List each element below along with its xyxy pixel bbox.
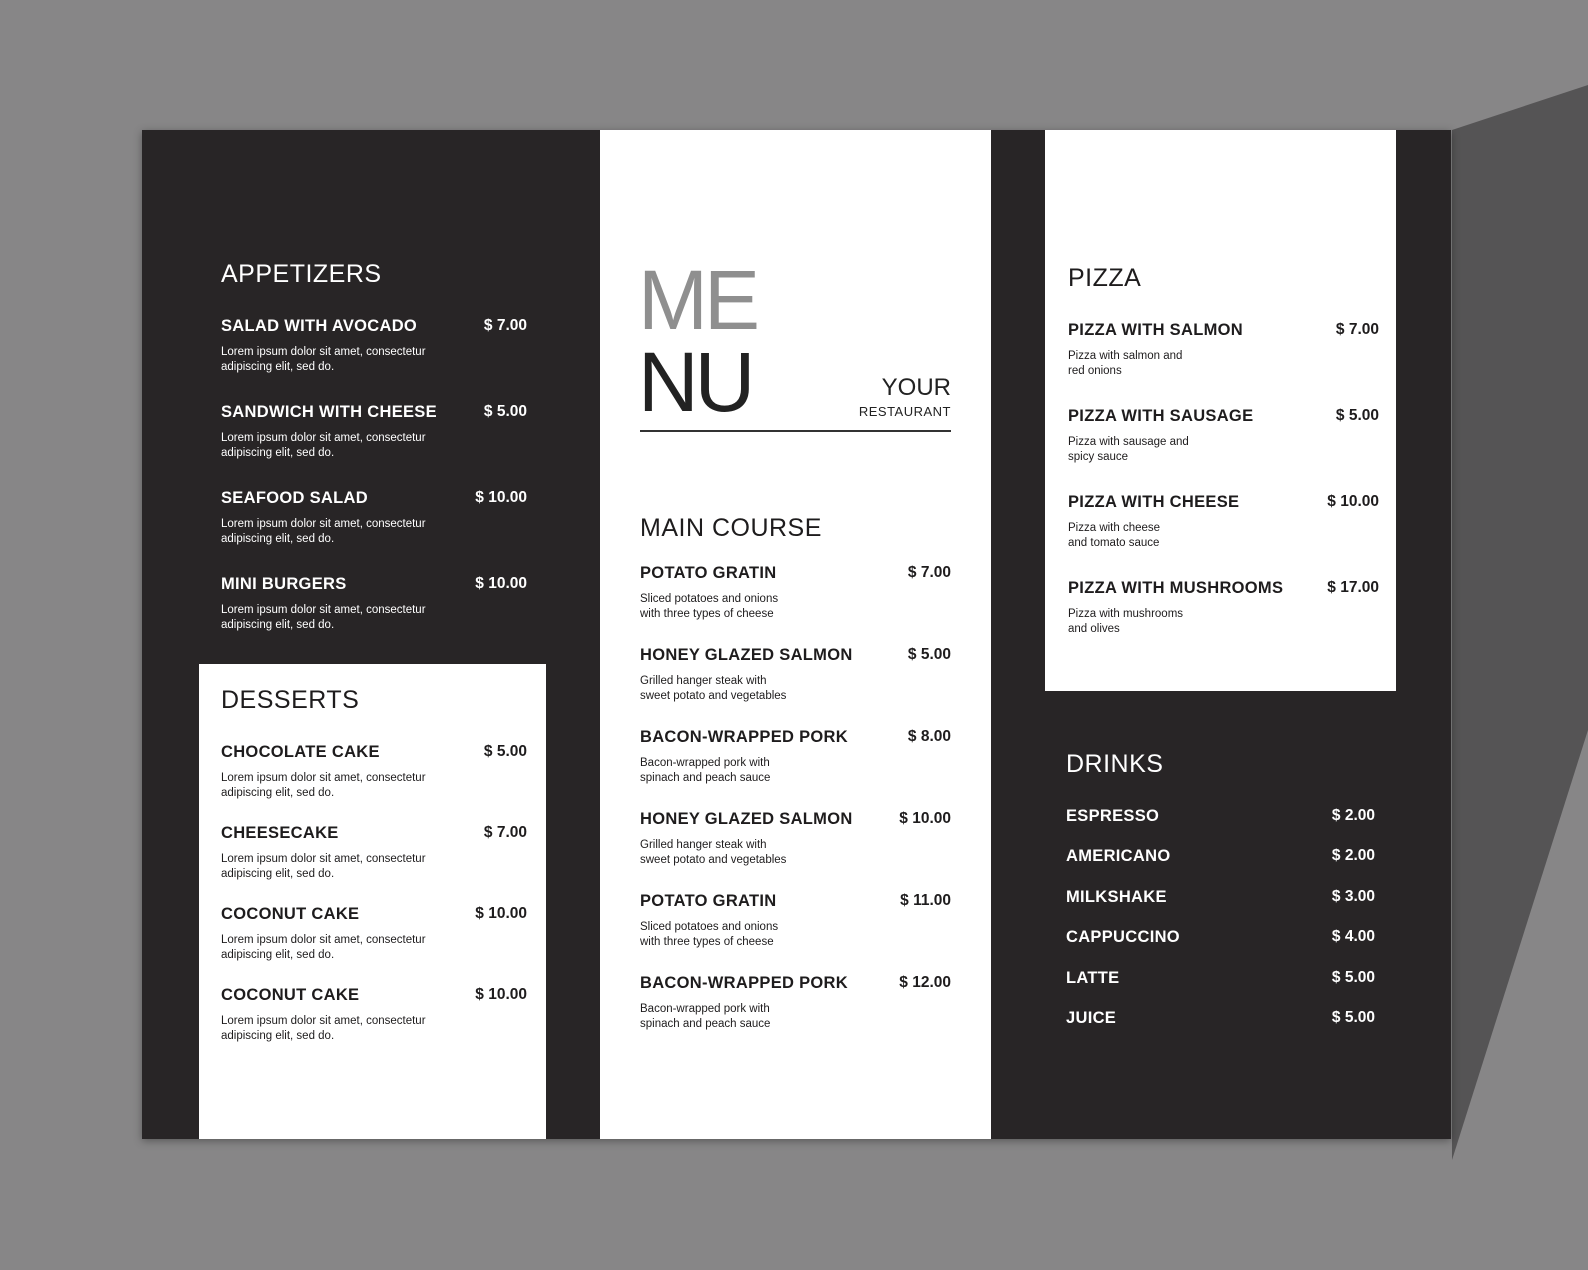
item-price: $ 17.00 <box>1327 579 1379 596</box>
main-course-panel <box>600 130 991 1139</box>
item-name: BACON-WRAPPED PORK <box>640 728 848 746</box>
drink-item <box>1066 928 1375 952</box>
item-description <box>1068 521 1298 551</box>
menu-sheet <box>142 130 1451 1139</box>
item-price: $ 12.00 <box>899 974 951 991</box>
item-name: CHOCOLATE CAKE <box>221 743 380 761</box>
item-description <box>640 1002 870 1032</box>
item-description-line: red onions <box>1068 365 1122 377</box>
item-description-line: spinach and peach sauce <box>640 1018 771 1030</box>
drinks-title: DRINKS <box>1066 750 1164 778</box>
item-price: $ 5.00 <box>907 646 951 663</box>
item-name: LATTE <box>1066 969 1120 987</box>
drink-item <box>1066 1009 1375 1033</box>
item-description <box>640 838 870 868</box>
item-name: CHEESECAKE <box>221 824 339 842</box>
drink-item <box>1066 807 1375 831</box>
item-price: $ 7.00 <box>907 564 951 581</box>
item-description <box>640 756 870 786</box>
item-description <box>1068 349 1298 379</box>
menu-title-bottom: NU <box>638 335 752 429</box>
item-name: MINI BURGERS <box>221 575 347 593</box>
header-divider <box>640 430 951 432</box>
item-description-line: Pizza with mushrooms <box>1068 608 1184 620</box>
item-description-line: Grilled hanger steak with <box>640 839 767 851</box>
item-description-line: with three types of cheese <box>640 608 774 620</box>
item-description-line: sweet potato and vegetables <box>640 854 787 866</box>
item-description-line: Sliced potatoes and onions <box>640 593 779 605</box>
item-description-line: and olives <box>1068 623 1120 635</box>
item-description <box>1068 607 1298 637</box>
item-name: PIZZA WITH SAUSAGE <box>1068 407 1254 425</box>
item-price: $ 10.00 <box>899 810 951 827</box>
item-price: $ 10.00 <box>475 986 527 1003</box>
item-name: AMERICANO <box>1066 847 1171 865</box>
item-price: $ 10.00 <box>475 575 527 592</box>
item-name: CAPPUCCINO <box>1066 928 1180 946</box>
item-price: $ 10.00 <box>1327 493 1379 510</box>
item-name: JUICE <box>1066 1009 1117 1027</box>
item-description: Lorem ipsum dolor sit amet, consectetur adipiscing elit, sed do. <box>221 518 426 545</box>
item-description-line: spinach and peach sauce <box>640 772 771 784</box>
item-description: Lorem ipsum dolor sit amet, consectetur adipiscing elit, sed do. <box>221 1015 426 1042</box>
item-price: $ 4.00 <box>1331 928 1375 945</box>
your-label: YOUR <box>881 374 951 401</box>
item-description: Lorem ipsum dolor sit amet, consectetur adipiscing elit, sed do. <box>221 853 426 880</box>
item-price: $ 3.00 <box>1331 888 1375 905</box>
item-name: PIZZA WITH MUSHROOMS <box>1068 579 1284 597</box>
item-price: $ 10.00 <box>475 489 527 506</box>
item-description: Lorem ipsum dolor sit amet, consectetur adipiscing elit, sed do. <box>221 346 426 373</box>
item-description <box>640 920 870 950</box>
item-description: Lorem ipsum dolor sit amet, consectetur adipiscing elit, sed do. <box>221 432 426 459</box>
item-description-line: with three types of cheese <box>640 936 774 948</box>
item-price: $ 5.00 <box>1331 969 1375 986</box>
item-description-line: Sliced potatoes and onions <box>640 921 779 933</box>
item-name: POTATO GRATIN <box>640 892 777 910</box>
item-price: $ 5.00 <box>1331 1009 1375 1026</box>
restaurant-label: RESTAURANT <box>858 404 951 419</box>
item-name: HONEY GLAZED SALMON <box>640 646 853 664</box>
item-name: PIZZA WITH SALMON <box>1068 321 1243 339</box>
drink-item <box>1066 847 1375 871</box>
main-course-title: MAIN COURSE <box>640 514 822 542</box>
item-price: $ 10.00 <box>475 905 527 922</box>
item-description-line: Pizza with cheese <box>1068 522 1161 534</box>
item-description <box>1068 435 1298 465</box>
drink-item <box>1066 888 1375 912</box>
item-name: SALAD WITH AVOCADO <box>221 317 418 335</box>
menu-title-top: ME <box>638 253 756 347</box>
item-description <box>640 674 870 704</box>
item-price: $ 5.00 <box>1335 407 1379 424</box>
item-price: $ 7.00 <box>483 824 527 841</box>
item-price: $ 8.00 <box>907 728 951 745</box>
item-description: Lorem ipsum dolor sit amet, consectetur adipiscing elit, sed do. <box>221 772 426 799</box>
page-shadow <box>1452 85 1588 1160</box>
item-description-line: sweet potato and vegetables <box>640 690 787 702</box>
desserts-panel <box>199 664 546 1139</box>
item-price: $ 5.00 <box>483 743 527 760</box>
item-description-line: Bacon-wrapped pork with <box>640 1003 770 1015</box>
pizza-panel <box>1045 130 1396 691</box>
item-name: SEAFOOD SALAD <box>221 489 368 507</box>
appetizers-title: APPETIZERS <box>221 260 382 288</box>
item-description-line: Pizza with salmon and <box>1068 350 1183 362</box>
item-name: PIZZA WITH CHEESE <box>1068 493 1240 511</box>
item-price: $ 7.00 <box>483 317 527 334</box>
item-description: Lorem ipsum dolor sit amet, consectetur adipiscing elit, sed do. <box>221 934 426 961</box>
item-name: ESPRESSO <box>1066 807 1160 825</box>
item-name: POTATO GRATIN <box>640 564 777 582</box>
item-description-line: Grilled hanger steak with <box>640 675 767 687</box>
pizza-title: PIZZA <box>1068 264 1142 292</box>
item-name: COCONUT CAKE <box>221 986 360 1004</box>
item-description-line: Bacon-wrapped pork with <box>640 757 770 769</box>
item-description: Lorem ipsum dolor sit amet, consectetur adipiscing elit, sed do. <box>221 604 426 631</box>
item-name: MILKSHAKE <box>1066 888 1167 906</box>
item-description-line: and tomato sauce <box>1068 537 1160 549</box>
item-description <box>640 592 870 622</box>
item-price: $ 2.00 <box>1331 807 1375 824</box>
item-price: $ 7.00 <box>1335 321 1379 338</box>
item-name: SANDWICH WITH CHEESE <box>221 403 437 421</box>
item-name: COCONUT CAKE <box>221 905 360 923</box>
desserts-title: DESSERTS <box>221 686 360 714</box>
item-price: $ 11.00 <box>900 892 951 909</box>
item-name: BACON-WRAPPED PORK <box>640 974 848 992</box>
item-price: $ 2.00 <box>1331 847 1375 864</box>
item-name: HONEY GLAZED SALMON <box>640 810 853 828</box>
item-description-line: spicy sauce <box>1068 451 1129 463</box>
drink-item <box>1066 969 1375 993</box>
item-description-line: Pizza with sausage and <box>1068 436 1189 448</box>
item-price: $ 5.00 <box>483 403 527 420</box>
